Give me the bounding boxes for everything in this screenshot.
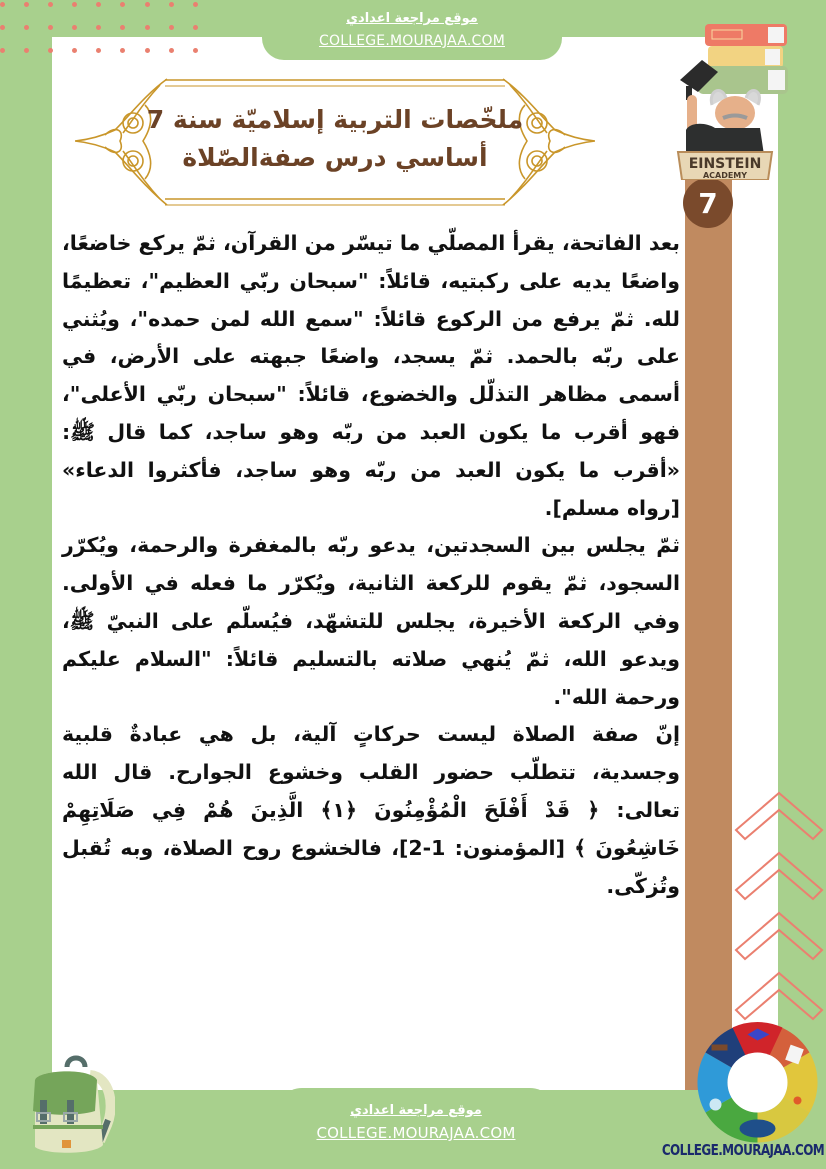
page-title-line-1: ملخّصات التربية إسلاميّة سنة 7 <box>146 105 524 134</box>
header-site-tab[interactable] <box>262 0 562 60</box>
svg-text:EINSTEIN: EINSTEIN <box>688 156 762 172</box>
footer-site-name[interactable]: موقع مراجعة اعدادي <box>350 1103 482 1118</box>
svg-text:ACADEMY: ACADEMY <box>702 171 748 180</box>
book-stack-icon <box>698 24 788 94</box>
einstein-mascot-icon <box>660 10 790 180</box>
body-paragraph-3: إنّ صفة الصلاة ليست حركاتٍ آلية، بل هي عبادةٌ قلبية وجسدية، تتطلّب حضور القلب وخشوع الجوارح. قال الله تعالى: ﴿ قَدْ أَفْلَحَ الْمُؤْمِنُونَ ﴿١﴾ الَّذِينَ هُمْ فِي صَلَاتِهِمْ خَاشِعُونَ ﴾ [المؤمنون: 1-2]، فالخشوع روح الصلاة، وبه تُقبل وتُزكّى. <box>62 722 680 898</box>
chevron-up-icon <box>733 790 825 1040</box>
subjects-wheel-logo[interactable] <box>695 1020 820 1145</box>
header-site-name[interactable]: موقع مراجعة اعدادي <box>346 11 478 26</box>
title-frame <box>75 75 595 210</box>
header-site-url[interactable]: COLLEGE.MOURAJAA.COM <box>319 33 505 49</box>
grade-number-badge: 7 <box>683 178 733 228</box>
body-paragraph-2: ثمّ يجلس بين السجدتين، يدعو ربّه بالمغفرة والرحمة، ويُكرّر السجود، ثمّ يقوم للركعة الثانية، ويُكرّر ما فعله في الأولى. وفي الركعة الأخيرة، يجلس للتشهّد، فيُسلّم على النبيّ ﷺ، ويدعو الله، ثمّ يُنهي صلاته بالتسليم قائلاً: "السلام عليكم ورحمة الله". <box>62 533 680 709</box>
lesson-body <box>62 225 680 905</box>
backpack-icon <box>15 1055 115 1160</box>
footer-site-url[interactable]: COLLEGE.MOURAJAA.COM <box>316 1124 516 1142</box>
footer-site-tab[interactable] <box>276 1088 556 1169</box>
side-bar-accent <box>685 180 732 1090</box>
body-paragraph-1: بعد الفاتحة، يقرأ المصلّي ما تيسّر من القرآن، ثمّ يركع خاضعًا، واضعًا يديه على ركبتيه، قائلاً: "سبحان ربّي العظيم"، تعظيمًا لله. ثمّ يرفع من الركوع قائلاً: "سمع الله لمن حمده"، ويُثني على ربّه بالحمد. ثمّ يسجد، واضعًا جبهته على الأرض، في أسمى مظاهر التذلّل والخضوع، قائلاً: "سبحان ربّي الأعلى"، فهو أقرب ما يكون العبد من ربّه وهو ساجد، كما قال ﷺ: «أقرب ما يكون العبد من ربّه وهو ساجد، فأكثروا الدعاء» [رواه مسلم]. <box>62 231 680 520</box>
page-title-line-2: أساسي درس صفةالصّلاة <box>182 143 488 172</box>
logo-site-url[interactable]: COLLEGE.MOURAJAA.COM <box>661 1141 825 1159</box>
